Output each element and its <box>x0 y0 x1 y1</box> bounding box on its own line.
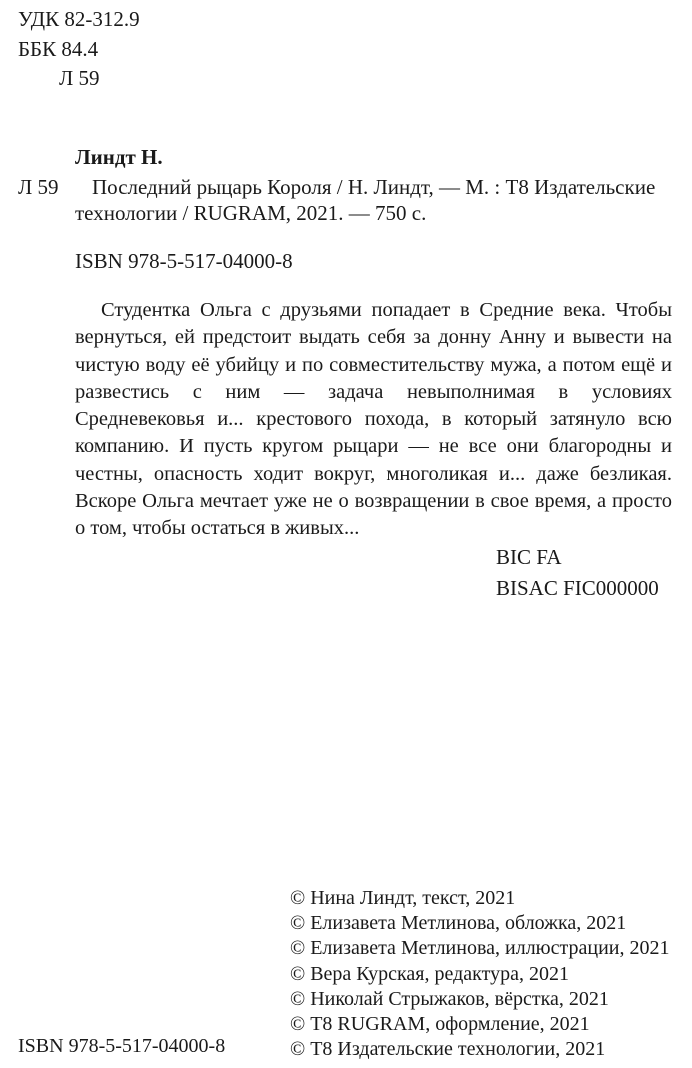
copyright-list <box>290 886 669 1062</box>
author-mark-top: Л 59 <box>59 66 100 90</box>
copyright-line: © Елизавета Метлинова, обложка, 2021 <box>290 912 627 935</box>
isbn-entry: ISBN 978-5-517-04000-8 <box>75 249 293 273</box>
isbn-footer: ISBN 978-5-517-04000-8 <box>18 1035 226 1057</box>
copyright-line: © Елизавета Метлинова, иллюстрации, 2021 <box>290 937 670 960</box>
copyright-line: © Николай Стрыжаков, вёрстка, 2021 <box>290 987 609 1010</box>
bibliographic-description <box>75 174 672 226</box>
copyright-line: © Вера Курская, редактура, 2021 <box>290 962 569 985</box>
copyright-line: © Т8 Издательские технологии, 2021 <box>290 1038 606 1061</box>
author-mark-entry: Л 59 <box>18 175 59 199</box>
bisac-code: BISAC FIC000000 <box>496 576 659 600</box>
author-name: Линдт Н. <box>75 145 163 169</box>
copyright-line: © Т8 RUGRAM, оформление, 2021 <box>290 1013 590 1036</box>
bic-code: BIC FA <box>496 545 562 569</box>
udk-code: УДК 82-312.9 <box>18 7 140 31</box>
annotation-paragraph: Студентка Ольга с друзьями попадает в Средние века. Чтобы вернуться, ей предстоит выдать себя за донну Анну и вывести на чистую воду её убийцу и по совместительству мужа, а потом ещё и развестись с ним — задача невыполнимая в условиях Средневековья и... крестового похода, в который затянуло всю компанию. И пусть кругом рыцари — не все они благородны и честны, опасность ходит вокруг, многоликая и... даже безликая. Вскоре Ольга мечтает уже не о возвращении в свое время, а просто о том, чтобы остаться в живых... <box>75 299 672 540</box>
copyright-line: © Нина Линдт, текст, 2021 <box>290 887 516 909</box>
bbk-code: ББК 84.4 <box>18 37 99 61</box>
biblio-line-1: Последний рыцарь Короля / Н. Линдт, — М. : Т8 Издательские <box>92 175 656 199</box>
biblio-line-2: технологии / RUGRAM, 2021. — 750 с. <box>75 201 427 225</box>
